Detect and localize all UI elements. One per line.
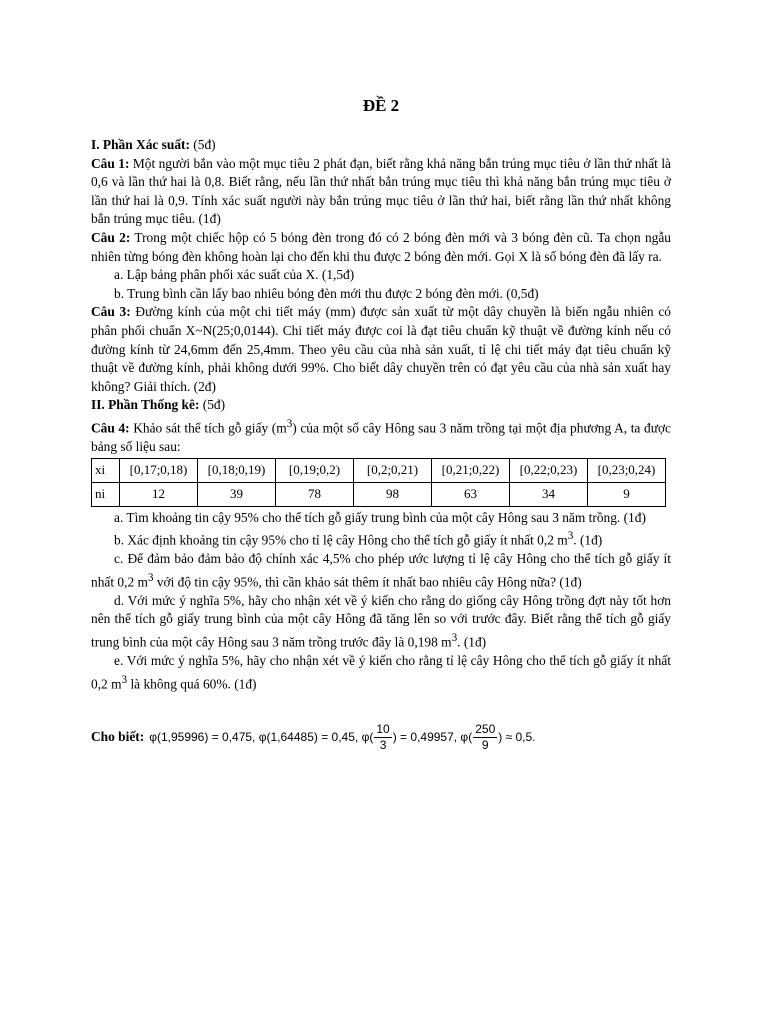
cube-superscript: 3 xyxy=(567,530,574,543)
section1-title: I. Phần Xác suất: xyxy=(91,137,190,152)
table-row-counts xyxy=(92,482,666,506)
question-2-label: Câu 2: xyxy=(91,229,131,245)
cube-superscript: 3 xyxy=(286,417,293,430)
table-cell: [0,22;0,23) xyxy=(510,458,588,482)
question-2-text: Trong một chiếc hộp có 5 bóng đèn trong đó có 2 bóng đèn mới và 3 bóng đèn cũ. Ta chọn ngẫu nhiên từng bóng đèn không hoàn lại cho đến khi thu được 2 bóng đèn mới. Gọi X là số bóng đèn đã lấy ra. xyxy=(91,229,671,264)
question-2b: b. Trung bình cần lấy bao nhiêu bóng đèn mới thu được 2 bóng đèn mới. (0,5đ) xyxy=(114,285,539,301)
question-1 xyxy=(91,155,671,229)
given-part-3: ) ≈ 0,5. xyxy=(498,730,536,745)
cube-superscript: 3 xyxy=(451,632,458,645)
table-cell: 63 xyxy=(432,482,510,506)
section1-points: (5đ) xyxy=(189,137,216,152)
table-cell: [0,2;0,21) xyxy=(354,458,432,482)
table-cell: 9 xyxy=(588,482,666,506)
section2-points: (5đ) xyxy=(199,397,226,413)
table-cell: 39 xyxy=(198,482,276,506)
question-4c xyxy=(91,550,671,592)
table-row-intervals xyxy=(92,458,666,482)
table-row-label-n: ni xyxy=(92,482,120,506)
question-4-text-b: ) của một số cây Hông sau 3 năm trồng tại một địa phương A, ta được bảng số liệu sau: xyxy=(91,420,671,454)
question-4d xyxy=(91,592,671,652)
question-4 xyxy=(91,415,671,457)
table-row-label-x: xi xyxy=(92,458,120,482)
given-formula xyxy=(91,722,671,753)
cube-superscript: 3 xyxy=(121,673,128,686)
given-part-1: φ(1,95996) = 0,475, φ(1,64485) = 0,45, φ( xyxy=(149,730,374,745)
exam-title: ĐỀ 2 xyxy=(362,96,400,115)
question-4b-text: b. Xác định khoảng tin cậy 95% cho tỉ lệ cây Hông cho thể tích gỗ giấy ít nhất 0,2 m xyxy=(114,532,568,548)
fraction-10-3 xyxy=(374,722,391,753)
question-4c-text-end: với độ tin cậy 95%, thì cần khảo sát thêm ít nhất bao nhiêu cây Hông nữa? (1đ) xyxy=(153,574,582,590)
question-4c-text: c. Để đảm bảo đảm bảo độ chính xác 4,5% cho phép ước lượng tỉ lệ cây Hông cho thể tích gỗ giấy ít nhất 0,2 m xyxy=(91,551,671,590)
question-2a: a. Lập bảng phân phối xác suất của X. (1,5đ) xyxy=(114,267,355,283)
fraction-denominator: 9 xyxy=(481,738,489,752)
exam-content xyxy=(91,136,671,694)
table-cell: [0,19;0,2) xyxy=(276,458,354,482)
question-4e-text-end: là không quá 60%. (1đ) xyxy=(127,676,257,692)
section1-heading xyxy=(91,136,671,155)
question-4b-points: . (1đ) xyxy=(573,532,603,548)
data-table xyxy=(91,458,666,507)
fraction-numerator: 250 xyxy=(475,722,496,736)
section2-title: II. Phần Thống kê: xyxy=(91,397,200,413)
question-4-text-a: Khảo sát thể tích gỗ giấy (m xyxy=(129,420,287,436)
question-4-label: Câu 4: xyxy=(91,420,130,436)
cube-superscript: 3 xyxy=(147,571,154,584)
table-cell: 78 xyxy=(276,482,354,506)
question-1-text: Một người bắn vào một mục tiêu 2 phát đạn, biết rằng khả năng bắn trúng mục tiêu ở lần thứ nhất là 0,6 và lần thứ hai là 0,8. Biết rằng, nếu lần thứ nhất bắn trúng mục tiêu thì khả năng bắn trúng mục tiêu ở lần thứ hai là 0,9. Tính xác suất người này bắn trúng mục tiêu ở lần thứ hai, biết rằng lần thứ nhất không bắn trúng mục tiêu. (1đ) xyxy=(91,155,671,227)
fraction-250-9 xyxy=(473,722,497,753)
table-cell: 34 xyxy=(510,482,588,506)
question-4b xyxy=(91,527,671,550)
question-4e-text: e. Với mức ý nghĩa 5%, hãy cho nhận xét về ý kiến cho rằng tỉ lệ cây Hông cho thể tích gỗ giấy ít nhất 0,2 m xyxy=(91,653,671,692)
section2-heading xyxy=(91,396,671,415)
question-3 xyxy=(91,303,671,396)
given-label: Cho biết: xyxy=(91,729,145,745)
fraction-denominator: 3 xyxy=(379,738,387,752)
question-3-text: Đường kính của một chi tiết máy (mm) được sản xuất từ một dây chuyền là biến ngẫu nhiên có phân phối chuẩn X~N(25;0,0144). Chi tiết máy được coi là đạt tiêu chuẩn kỹ thuật về đường kính nếu có đường kính từ 24,6mm đến 25,4mm. Theo yêu cầu của nhà sản xuất, tỉ lệ chi tiết máy đạt tiêu chuẩn kỹ thuật về đường kính, phải không dưới 99%. Cho biết dây chuyền trên có đạt yêu cầu của nhà sản xuất hay không? Giải thích. (2đ) xyxy=(91,304,671,394)
fraction-numerator: 10 xyxy=(376,722,390,736)
table-cell: [0,18;0,19) xyxy=(198,458,276,482)
table-cell: 98 xyxy=(354,482,432,506)
question-2 xyxy=(91,229,671,266)
table-cell: [0,21;0,22) xyxy=(432,458,510,482)
question-4d-text: d. Với mức ý nghĩa 5%, hãy cho nhận xét về ý kiến cho rằng do giống cây Hông trồng đợt này tốt hơn nên thể tích gỗ giấy trung bình của một cây Hông đã tăng lên so với trước đây. Biết rằng thể tích gỗ giấy trung bình của một cây Hông sau 3 năm trồng trước đây là 0,198 m xyxy=(91,592,671,650)
given-part-2: ) = 0,49957, φ( xyxy=(392,730,473,745)
table-cell: [0,23;0,24) xyxy=(588,458,666,482)
table-cell: [0,17;0,18) xyxy=(120,458,198,482)
table-cell: 12 xyxy=(120,482,198,506)
question-4d-points: . (1đ) xyxy=(457,634,487,650)
question-4e xyxy=(91,652,671,694)
question-3-label: Câu 3: xyxy=(91,304,131,320)
question-1-label: Câu 1: xyxy=(91,155,130,171)
question-4a: a. Tìm khoảng tin cậy 95% cho thể tích gỗ giấy trung bình của một cây Hông sau 3 năm trồng. (1đ) xyxy=(114,509,646,525)
